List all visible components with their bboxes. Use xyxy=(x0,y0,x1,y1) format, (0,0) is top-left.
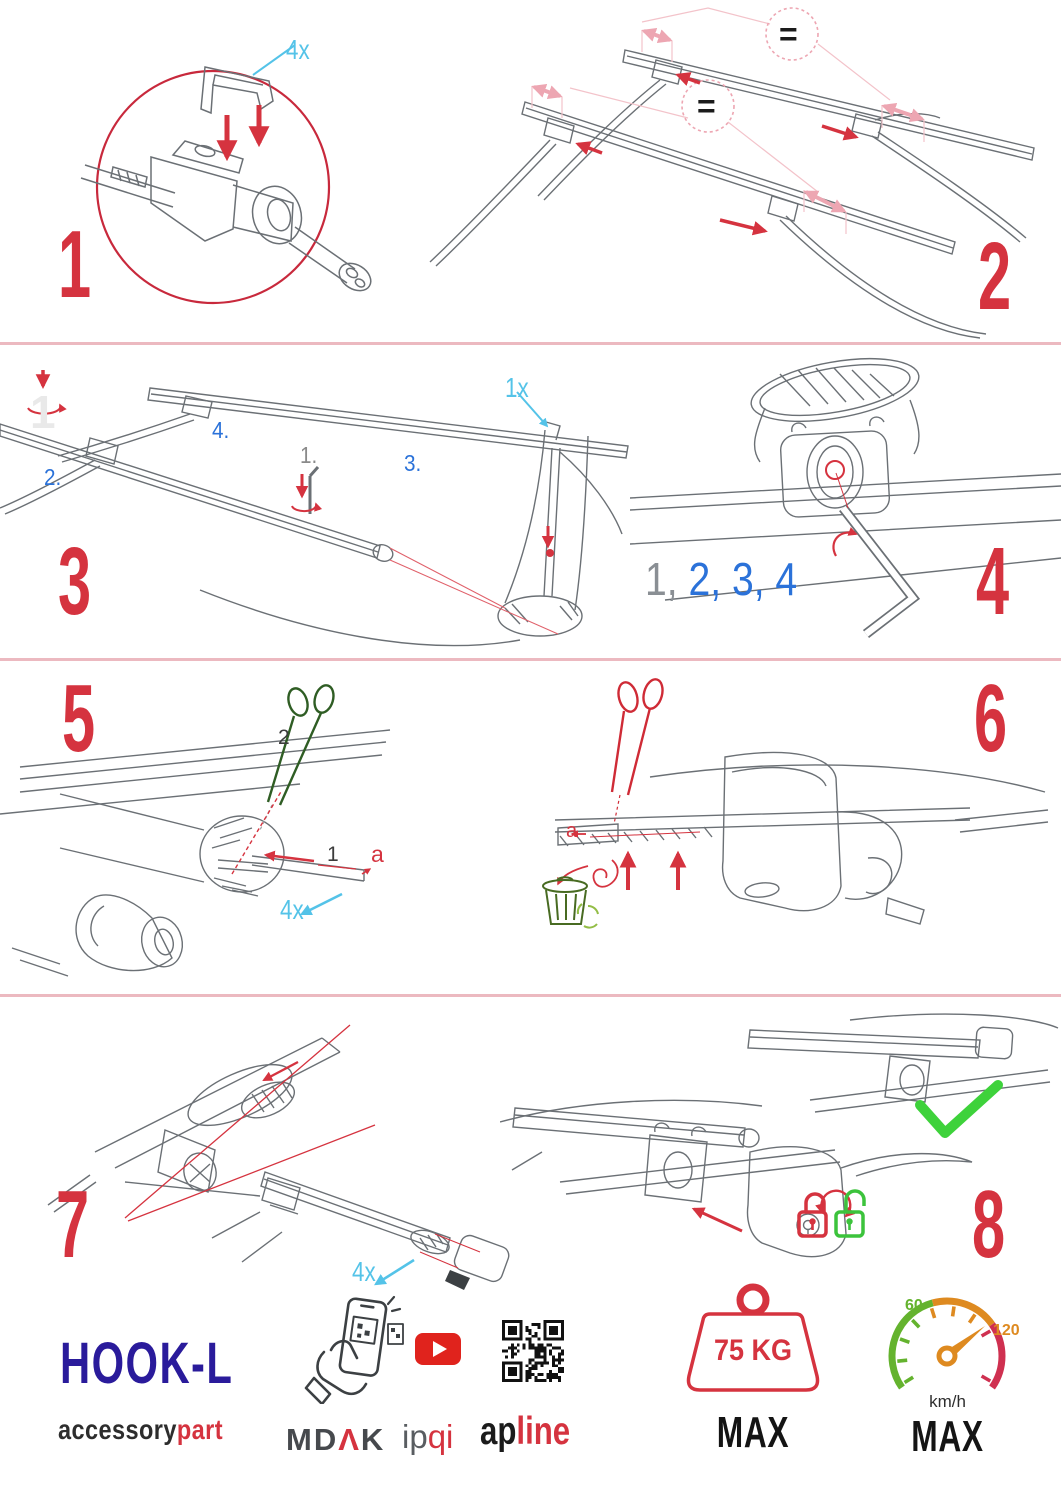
mdak-logo xyxy=(286,1422,385,1458)
step5-red-marks xyxy=(232,790,370,874)
step3-red-marks xyxy=(28,370,554,557)
qr-dots xyxy=(357,1323,400,1338)
phone-scan-icon xyxy=(300,1292,415,1404)
youtube-icon xyxy=(414,1332,462,1366)
checkmark-icon xyxy=(920,1085,998,1133)
qty-arrow xyxy=(376,1260,414,1284)
speed-high-label: 120 xyxy=(993,1322,1020,1339)
apline-line: line xyxy=(516,1410,571,1453)
speed-unit-label: km/h xyxy=(929,1392,966,1411)
weight-value: 75 KG xyxy=(713,1334,793,1367)
mdak-lambda: Λ xyxy=(338,1422,361,1457)
insert-arrows xyxy=(227,105,259,157)
step5-insert-label: 1 xyxy=(327,843,339,866)
step7-number: 7 xyxy=(56,1171,88,1278)
step5-qty-label: 4x xyxy=(280,894,304,925)
step4-red-marks xyxy=(826,461,856,556)
step3-ghost-number: 1 xyxy=(30,386,56,438)
sequence-gray: 1, xyxy=(645,553,678,605)
equal-sign-1: = xyxy=(779,16,798,52)
distance-arrows xyxy=(534,31,922,211)
qty-arrow xyxy=(302,894,342,914)
step3-label-4: 4. xyxy=(212,417,230,443)
step5-a-label: a xyxy=(371,841,384,867)
step3-illustration xyxy=(0,348,640,660)
assembly-line-art xyxy=(0,388,628,646)
brand-red: part xyxy=(176,1414,223,1445)
qr-code xyxy=(502,1320,564,1382)
step6-a-label: a xyxy=(566,820,578,842)
ipqi-qi: qi xyxy=(427,1418,454,1455)
ipqi-ip: ip xyxy=(402,1418,428,1455)
step1-qty-label: 4x xyxy=(286,34,310,65)
step7-illustration xyxy=(30,1000,510,1312)
apline-ap: ap xyxy=(480,1410,517,1453)
step3-number: 3 xyxy=(58,528,90,635)
step4-sequence xyxy=(645,552,797,606)
step5-number: 5 xyxy=(62,665,94,772)
slide-arrows xyxy=(578,75,856,231)
ipqi-logo xyxy=(402,1418,453,1456)
brand-black: accessory xyxy=(58,1414,177,1445)
step3-label-3: 3. xyxy=(404,450,422,476)
trash-icon xyxy=(543,877,587,924)
step4-number: 4 xyxy=(976,528,1008,635)
section-divider-1 xyxy=(0,342,1061,345)
apline-logo xyxy=(480,1410,570,1454)
step1-number: 1 xyxy=(58,211,90,318)
step2-number: 2 xyxy=(978,223,1010,330)
cover-line-art xyxy=(555,753,1048,924)
weight-max-label: MAX xyxy=(716,1408,790,1457)
guide-lines xyxy=(390,548,558,634)
speed-max-label: MAX xyxy=(911,1412,984,1461)
brand-logo xyxy=(58,1414,223,1446)
step7-red-marks xyxy=(125,1025,480,1268)
scissors-icon xyxy=(612,677,666,824)
unlocked-padlock-icon xyxy=(836,1191,864,1236)
speed-low-label: 60 xyxy=(905,1297,923,1314)
product-name: HOOK-L xyxy=(60,1331,234,1396)
mdak-k: K xyxy=(360,1422,386,1457)
step8-number: 8 xyxy=(972,1171,1004,1278)
step1-illustration xyxy=(55,15,400,330)
bar-end-line-art xyxy=(48,1038,510,1284)
allen-key-small xyxy=(310,467,318,514)
step6-number: 6 xyxy=(974,665,1006,772)
step7-qty-label: 4x xyxy=(352,1256,376,1287)
zoom-circle xyxy=(97,71,329,303)
step3-label-1: 1. xyxy=(300,442,318,468)
equal-sign-2: = xyxy=(697,88,716,124)
step5-cut-label: 2 xyxy=(278,726,290,749)
sequence-blue: 2, 3, 4 xyxy=(677,553,798,605)
crossbars-line-art xyxy=(430,50,1034,338)
endcap-insert xyxy=(445,1270,470,1290)
step3-label-2: 2. xyxy=(44,464,62,490)
step3-qty-label: 1x xyxy=(505,372,529,403)
mdak-md: MD xyxy=(286,1422,339,1457)
step2-illustration xyxy=(420,0,1061,340)
measure-guides xyxy=(532,8,924,234)
